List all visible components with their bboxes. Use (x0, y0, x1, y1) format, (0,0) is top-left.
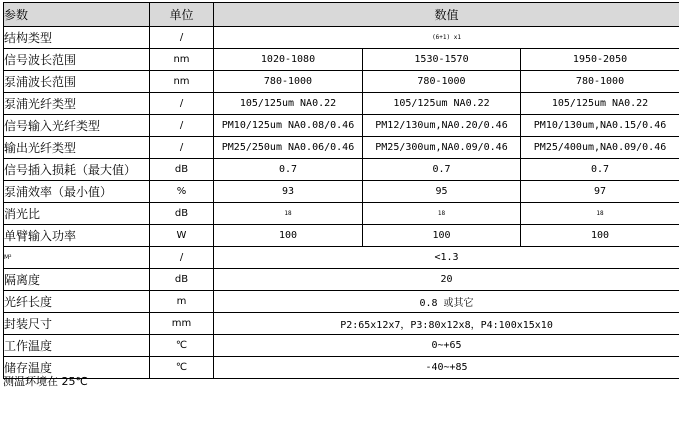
header-row (4, 3, 679, 27)
value-cell: 0.8 或其它 (214, 291, 679, 313)
value-cell: 0~+65 (214, 335, 679, 357)
param-cell: 工作温度 (4, 335, 150, 357)
value-cell: 97 (521, 181, 679, 203)
value-cell: 1530-1570 (363, 49, 521, 71)
value-cell: 100 (214, 225, 363, 247)
unit-cell: dB (150, 159, 214, 181)
table-row (4, 71, 679, 93)
value-cell: 105/125um NA0.22 (521, 93, 679, 115)
table-row (4, 225, 679, 247)
unit-cell: dB (150, 269, 214, 291)
value-cell: 0.7 (521, 159, 679, 181)
table-row (4, 269, 679, 291)
param-cell: 泵浦光纤类型 (4, 93, 150, 115)
unit-cell: W (150, 225, 214, 247)
value-cell: PM10/130um,NA0.15/0.46 (521, 115, 679, 137)
header-param: 参数 (4, 3, 150, 27)
value-cell: 18 (363, 203, 521, 225)
table-row (4, 137, 679, 159)
table-row (4, 115, 679, 137)
value-cell: 780-1000 (521, 71, 679, 93)
param-cell: 信号波长范围 (4, 49, 150, 71)
table-row (4, 247, 679, 269)
param-cell: 结构类型 (4, 27, 150, 49)
table-row (4, 159, 679, 181)
param-cell: 封装尺寸 (4, 313, 150, 335)
value-cell: 93 (214, 181, 363, 203)
param-cell: 信号输入光纤类型 (4, 115, 150, 137)
value-cell: P2:65x12x7，P3:80x12x8，P4:100x15x10 (214, 313, 679, 335)
param-cell: 光纤长度 (4, 291, 150, 313)
param-cell: 泵浦波长范围 (4, 71, 150, 93)
value-cell: PM25/300um,NA0.09/0.46 (363, 137, 521, 159)
value-cell: 100 (363, 225, 521, 247)
value-cell: -40~+85 (214, 357, 679, 379)
value-cell: (6+1) x1 (214, 27, 679, 49)
unit-cell: nm (150, 71, 214, 93)
value-cell: PM25/400um,NA0.09/0.46 (521, 137, 679, 159)
param-cell: 单臂输入功率 (4, 225, 150, 247)
value-cell: 1020-1080 (214, 49, 363, 71)
value-cell: PM10/125um NA0.08/0.46 (214, 115, 363, 137)
table-row (4, 313, 679, 335)
unit-cell: m (150, 291, 214, 313)
value-cell: 95 (363, 181, 521, 203)
unit-cell: / (150, 115, 214, 137)
param-cell: 消光比 (4, 203, 150, 225)
unit-cell: / (150, 93, 214, 115)
table-row (4, 291, 679, 313)
value-cell: <1.3 (214, 247, 679, 269)
table-row (4, 335, 679, 357)
param-cell: 储存温度 (4, 357, 150, 379)
header-value: 数值 (214, 3, 679, 27)
value-cell: PM25/250um NA0.06/0.46 (214, 137, 363, 159)
value-cell: 1950-2050 (521, 49, 679, 71)
unit-cell: nm (150, 49, 214, 71)
unit-cell: ℃ (150, 335, 214, 357)
spec-table (3, 2, 679, 379)
param-cell: 隔离度 (4, 269, 150, 291)
value-cell: 780-1000 (363, 71, 521, 93)
param-cell: M² (4, 247, 150, 269)
unit-cell: / (150, 247, 214, 269)
table-row (4, 93, 679, 115)
unit-cell: / (150, 27, 214, 49)
table-row (4, 181, 679, 203)
value-cell: 18 (214, 203, 363, 225)
param-cell: 泵浦效率（最小值） (4, 181, 150, 203)
value-cell: 18 (521, 203, 679, 225)
table-row (4, 203, 679, 225)
value-cell: 0.7 (214, 159, 363, 181)
unit-cell: ℃ (150, 357, 214, 379)
footnote: 测温环境在 25℃ (3, 375, 88, 388)
value-cell: 100 (521, 225, 679, 247)
unit-cell: dB (150, 203, 214, 225)
param-cell: 输出光纤类型 (4, 137, 150, 159)
value-cell: 20 (214, 269, 679, 291)
unit-cell: mm (150, 313, 214, 335)
table-row (4, 27, 679, 49)
unit-cell: % (150, 181, 214, 203)
value-cell: 780-1000 (214, 71, 363, 93)
table-row (4, 49, 679, 71)
value-cell: PM12/130um,NA0.20/0.46 (363, 115, 521, 137)
table-row (4, 357, 679, 379)
value-cell: 105/125um NA0.22 (363, 93, 521, 115)
value-cell: 0.7 (363, 159, 521, 181)
value-cell: 105/125um NA0.22 (214, 93, 363, 115)
unit-cell: / (150, 137, 214, 159)
header-unit: 单位 (150, 3, 214, 27)
param-cell: 信号插入损耗（最大值） (4, 159, 150, 181)
